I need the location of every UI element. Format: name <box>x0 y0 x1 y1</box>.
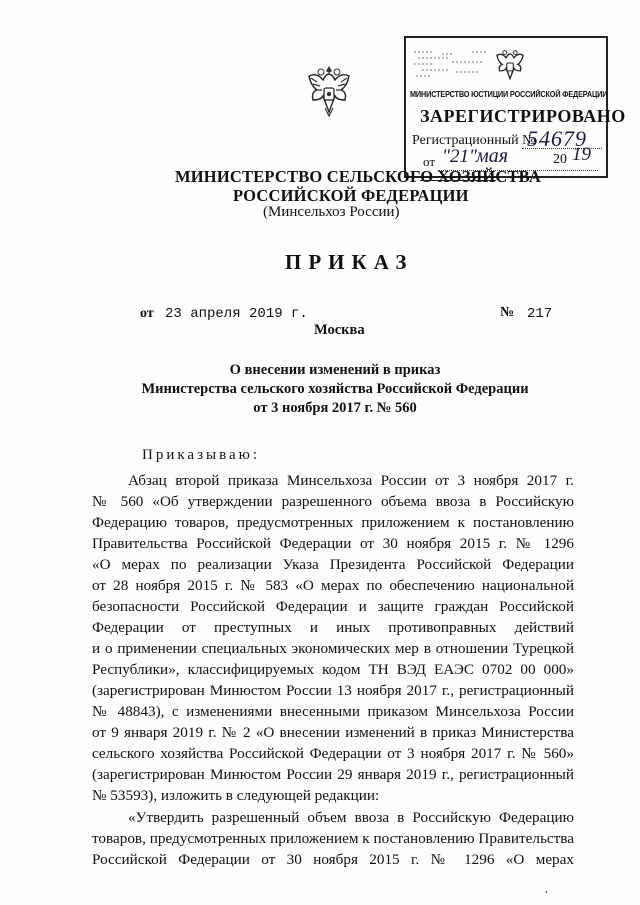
order-number-sign: № <box>500 305 515 320</box>
order-title-line2: Министерства сельского хозяйства Российской Федерации <box>141 381 529 397</box>
stamp-noise-pattern <box>412 44 492 84</box>
stamp-registered-label: ЗАРЕГИСТРИРОВАНО <box>420 106 626 126</box>
body-line: от 9 января 2019 г. № 2 «О внесении изменений в приказ Министерства <box>92 724 574 741</box>
body-line: № 53593), изложить в следующей редакции: <box>92 787 380 804</box>
body-line: «О мерах по реализации Указа Президента Российской Федерации <box>92 556 574 573</box>
coat-of-arms-icon <box>303 62 355 120</box>
body-line: № 48843), с изменениями внесенными приказом Минсельхоза России <box>92 703 574 720</box>
stamp-coat-of-arms-icon <box>493 46 527 84</box>
order-title-line3: от 3 ноября 2017 г. № 560 <box>253 400 417 416</box>
body-line: № 560 «Об утверждении разрешенного объема ввоза в Российскую <box>92 493 574 510</box>
body-line: безопасности Российской Федерации и защите граждан Российской <box>92 598 574 615</box>
ministry-name-line1: МИНИСТЕРСТВО СЕЛЬСКОГО ХОЗЯЙСТВА <box>175 167 541 186</box>
stamp-reg-number-value: 54679 <box>527 126 587 151</box>
body-line: Абзац второй приказа Минсельхоза России от 3 ноября 2017 г. <box>128 472 574 489</box>
stamp-date-month: мая <box>476 145 509 167</box>
body-line: от 28 ноября 2015 г. № 583 «О мерах по обеспечению национальной <box>92 577 574 594</box>
order-city: Москва <box>314 322 365 338</box>
stamp-reg-number-label: Регистрационный № <box>412 133 536 148</box>
body-line: «Утвердить разрешенный объем ввоза в Российскую Федерацию <box>128 809 574 826</box>
order-title-line1: О внесении изменений в приказ <box>229 362 441 378</box>
order-date: 23 апреля 2019 г. <box>165 306 308 322</box>
body-line: (зарегистрирован Минюстом России 13 ноября 2017 г., регистрационный <box>92 682 574 699</box>
ministry-short-name: (Минсельхоз России) <box>263 204 400 220</box>
body-line: Федерации от преступных и иных противоправных действий <box>92 619 574 636</box>
stamp-date-year-prefix: 20 <box>553 152 567 167</box>
body-line: и о применении специальных экономических мер в отношении Турецкой <box>92 640 574 657</box>
stamp-date-day: "21" <box>442 146 477 167</box>
body-line: сельского хозяйства Российской Федерации от 3 ноября 2017 г. № 560» <box>92 745 574 762</box>
document-type: ПРИКАЗ <box>285 250 414 274</box>
order-date-prefix: от <box>140 306 154 321</box>
stamp-date-year-suffix: 19 <box>572 144 591 165</box>
prikazyvayu-label: Приказываю: <box>142 447 260 463</box>
body-line: (зарегистрирован Минюстом России 29 января 2019 г., регистрационный <box>92 766 574 783</box>
ministry-name-line2: РОССИЙСКОЙ ФЕДЕРАЦИИ <box>233 186 469 205</box>
body-line: Правительства Российской Федерации от 30 ноября 2015 г. № 1296 <box>92 535 574 552</box>
stamp-date-prefix: от <box>423 154 436 169</box>
strike-through-line <box>420 180 496 181</box>
order-number: 217 <box>527 306 553 322</box>
scan-speck: , <box>545 884 548 895</box>
body-line: Российской Федерации от 30 ноября 2015 г. № 1296 «О мерах <box>92 851 574 868</box>
body-line: товаров, предусмотренных приложением к постановлению Правительства <box>92 830 574 847</box>
stamp-ministry-name: МИНИСТЕРСТВО ЮСТИЦИИ РОССИЙСКОЙ ФЕДЕРАЦИИ <box>410 89 608 99</box>
body-line: Республики», классифицируемых кодом ТН ВЭД ЕАЭС 0702 00 000» <box>92 661 574 678</box>
body-line: Федерацию товаров, предусмотренных приложением к постановлению <box>92 514 574 531</box>
